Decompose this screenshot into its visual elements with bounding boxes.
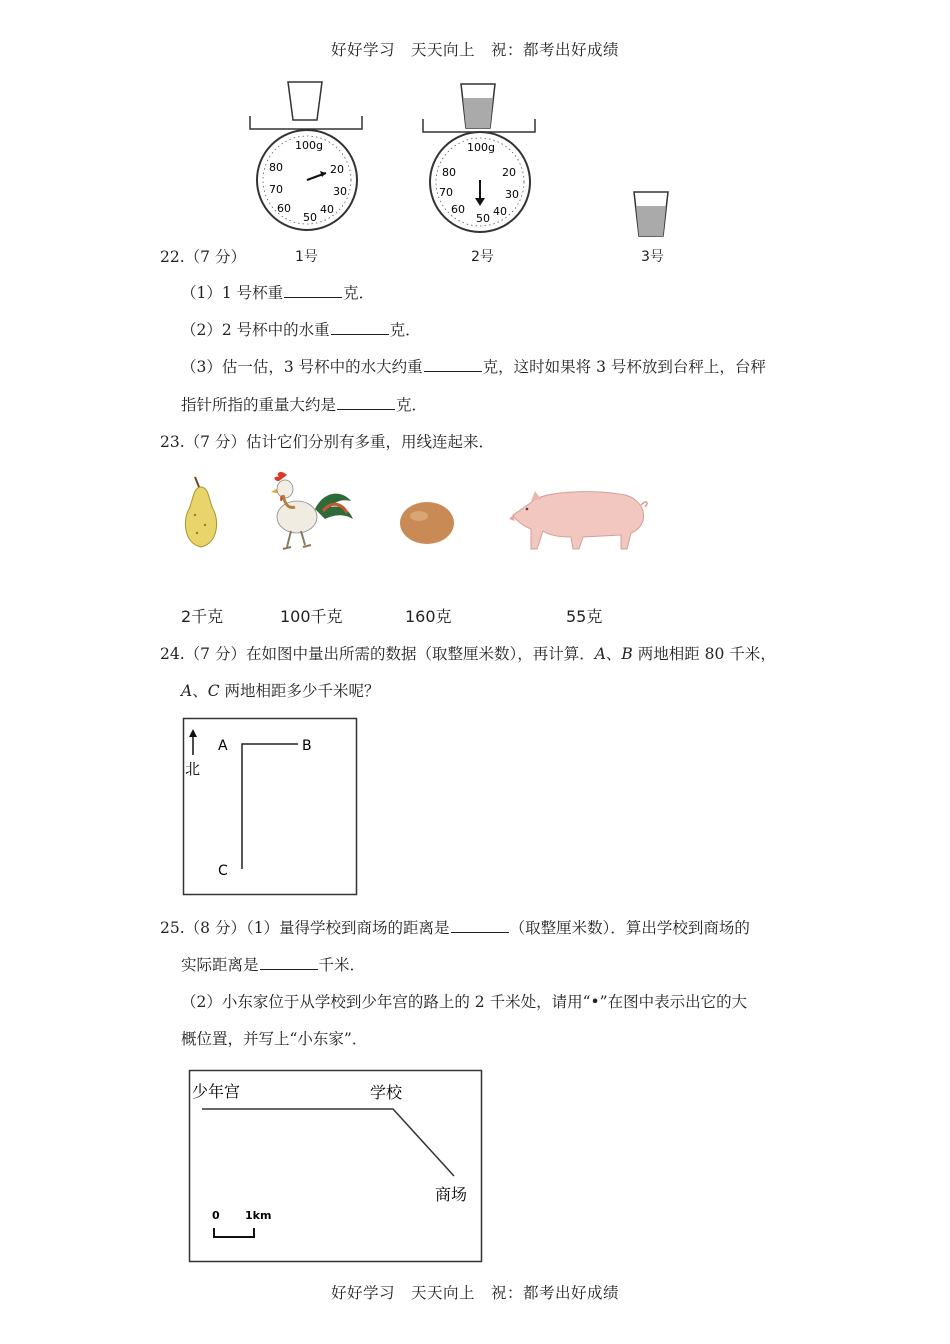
scale-2-mark-30: 30 — [505, 188, 519, 201]
animals-row — [175, 465, 665, 565]
q25-line-2: 实际距离是 千米． — [181, 956, 366, 974]
answer-blank[interactable] — [337, 408, 395, 410]
weight-label-1: 2千克 — [181, 607, 224, 626]
scale-1-mark-100g: 100g — [295, 139, 323, 152]
rooster-icon — [271, 472, 353, 549]
point-a: A — [218, 738, 228, 754]
q25-line-3: （2）小东家位于从学校到少年宫的路上的 2 千米处，请用“•”在图中表示出它的大 — [181, 993, 748, 1011]
place-mall: 商场 — [435, 1185, 468, 1204]
scale-unit: 1km — [245, 1209, 272, 1222]
q23-text: 23.（7 分）估计它们分别有多重，用线连起来． — [160, 433, 494, 451]
scale-1-mark-50: 50 — [303, 211, 317, 224]
answer-blank[interactable] — [331, 333, 389, 335]
cup-label-1: 1号 — [295, 249, 318, 265]
q22-item-3: （3）估一估，3 号杯中的水大约重 克，这时如果将 3 号杯放到台秤上，台秤 — [181, 358, 766, 376]
scale-1-mark-20: 20 — [330, 163, 344, 176]
answer-blank[interactable] — [424, 370, 482, 372]
weight-label-3: 160克 — [405, 607, 452, 626]
scale-2-mark-40: 40 — [493, 205, 507, 218]
scale-2-mark-50: 50 — [476, 212, 490, 225]
cup-label-3: 3号 — [641, 249, 664, 265]
scale-2-mark-60: 60 — [451, 203, 465, 216]
place-school: 学校 — [370, 1083, 403, 1102]
page-header: 好好学习 天天向上 祝：都考出好成绩 — [330, 41, 619, 59]
q22-item-1: （1）1 号杯重 克． — [181, 284, 375, 302]
abc-map — [182, 717, 360, 897]
pig-icon — [509, 491, 647, 549]
answer-blank[interactable] — [260, 968, 318, 970]
scale-1-mark-30: 30 — [333, 185, 347, 198]
q22-item-2: （2）2 号杯中的水重 克． — [181, 321, 421, 339]
point-b: B — [302, 738, 312, 754]
q22-item-4: 指针所指的重量大约是 克． — [181, 396, 428, 414]
q24-line-2: A、C 两地相距多少千米呢？ — [181, 682, 380, 700]
point-c: C — [218, 863, 228, 879]
scale-zero: 0 — [212, 1209, 220, 1222]
q25-line-1: 25.（8 分）（1）量得学校到商场的距离是 （取整厘米数）．算出学校到商场的 — [160, 919, 750, 937]
scale-1 — [250, 82, 362, 230]
weight-label-2: 100千克 — [280, 607, 343, 626]
page-footer: 好好学习 天天向上 祝：都考出好成绩 — [330, 1284, 619, 1302]
scale-2-mark-70: 70 — [439, 186, 453, 199]
north-label: 北 — [185, 760, 201, 778]
q24-line-1: 24.（7 分）在如图中量出所需的数据（取整厘米数），再计算．A、B 两地相距 80 千米， — [160, 645, 776, 663]
weight-label-4: 55克 — [566, 607, 603, 626]
scale-1-mark-80: 80 — [269, 161, 283, 174]
egg-icon — [400, 502, 454, 544]
scale-2-mark-100g: 100g — [467, 141, 495, 154]
scale-1-mark-40: 40 — [320, 203, 334, 216]
school-map — [188, 1069, 484, 1265]
scale-1-mark-60: 60 — [277, 202, 291, 215]
cup-label-2: 2号 — [471, 249, 494, 265]
scale-2-mark-80: 80 — [442, 166, 456, 179]
place-youth-palace: 少年宫 — [192, 1082, 241, 1101]
scale-2 — [423, 84, 535, 232]
q25-line-4: 概位置，并写上“小东家”． — [181, 1030, 368, 1048]
scale-1-mark-70: 70 — [269, 183, 283, 196]
cup-3 — [634, 192, 668, 236]
pear-icon — [185, 477, 216, 547]
scales-figure — [240, 72, 700, 267]
answer-blank[interactable] — [451, 931, 509, 933]
scale-2-mark-20: 20 — [502, 166, 516, 179]
answer-blank[interactable] — [284, 296, 342, 298]
q22-number: 22.（7 分） — [160, 248, 246, 266]
